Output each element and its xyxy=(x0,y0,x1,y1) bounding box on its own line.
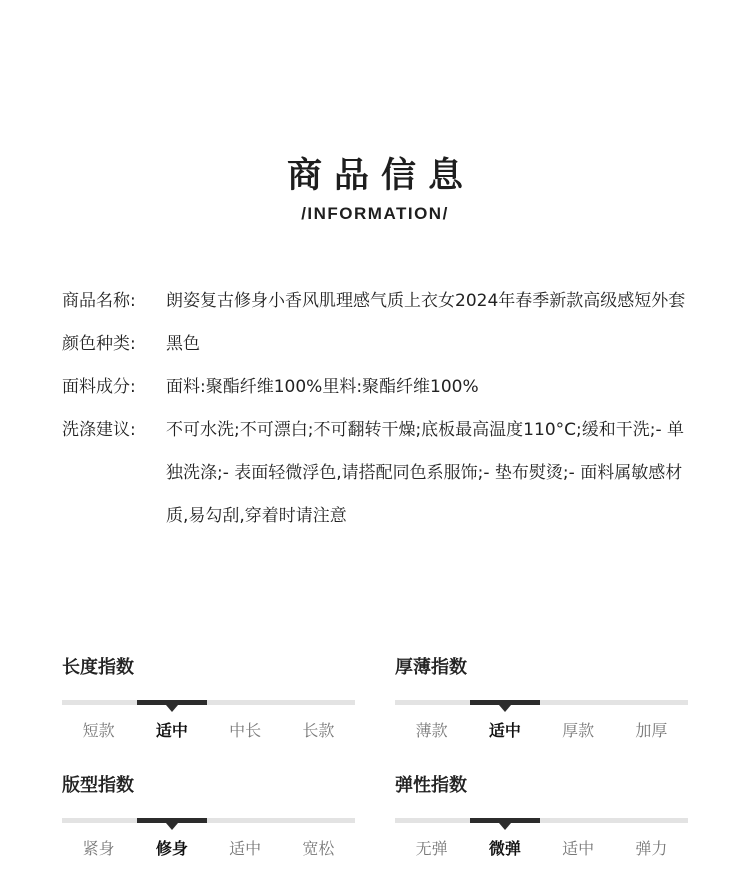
scale-options xyxy=(395,836,688,859)
scale-track xyxy=(62,700,355,705)
product-info-list xyxy=(62,280,702,538)
thickness-index-scale xyxy=(395,656,688,741)
scale-option: 适中 xyxy=(488,721,521,740)
scale-option: 适中 xyxy=(229,839,262,858)
info-value: 不可水洗;不可漂白;不可翻转干燥;底板最高温度110°C;缓和干洗;- 单独洗涤;- 表面轻微浮色,请搭配同色系服饰;- 垫布熨烫;- 面料属敏感材质,易勾刮,穿着时请注意 xyxy=(166,420,684,526)
length-index-scale xyxy=(62,656,355,741)
scale-indicator xyxy=(137,700,207,705)
info-label: 洗涤建议: xyxy=(62,420,136,440)
scale-option: 薄款 xyxy=(415,721,448,740)
scale-track xyxy=(395,700,688,705)
info-label: 颜色种类: xyxy=(62,334,136,354)
scale-option: 适中 xyxy=(562,839,595,858)
info-row-material xyxy=(62,366,702,409)
info-label: 商品名称: xyxy=(62,291,136,311)
scale-options xyxy=(62,718,355,741)
info-label: 面料成分: xyxy=(62,377,136,397)
info-value: 黑色 xyxy=(166,334,200,354)
info-row-color xyxy=(62,323,702,366)
scale-option: 弹力 xyxy=(635,839,668,858)
scale-track xyxy=(395,818,688,823)
scale-title: 厚薄指数 xyxy=(395,657,467,678)
info-value: 朗姿复古修身小香风肌理感气质上衣女2024年春季新款高级感短外套 xyxy=(166,291,686,311)
scale-option: 微弹 xyxy=(488,839,521,858)
info-row-washing xyxy=(62,409,702,538)
scale-track xyxy=(62,818,355,823)
scale-option: 厚款 xyxy=(562,721,595,740)
scale-options xyxy=(395,718,688,741)
scale-indicator xyxy=(470,700,540,705)
scale-option: 宽松 xyxy=(302,839,335,858)
scale-option: 无弹 xyxy=(415,839,448,858)
scale-option: 适中 xyxy=(155,721,188,740)
page-title: 商品信息 xyxy=(286,156,475,196)
info-row-name xyxy=(62,280,702,323)
scale-option: 中长 xyxy=(229,721,262,740)
scale-title: 弹性指数 xyxy=(395,775,467,796)
scale-title: 版型指数 xyxy=(62,775,134,796)
scale-indicator xyxy=(137,818,207,823)
scale-option: 紧身 xyxy=(82,839,115,858)
scale-option: 修身 xyxy=(155,839,188,858)
fit-index-scale xyxy=(62,774,355,859)
page-subtitle: /INFORMATION/ xyxy=(301,204,449,223)
scale-option: 长款 xyxy=(302,721,335,740)
info-value: 面料:聚酯纤维100%里料:聚酯纤维100% xyxy=(166,377,479,397)
scale-title: 长度指数 xyxy=(62,657,134,678)
scale-options xyxy=(62,836,355,859)
scale-option: 加厚 xyxy=(635,721,668,740)
scale-indicator xyxy=(470,818,540,823)
elasticity-index-scale xyxy=(395,774,688,859)
scale-option: 短款 xyxy=(82,721,115,740)
